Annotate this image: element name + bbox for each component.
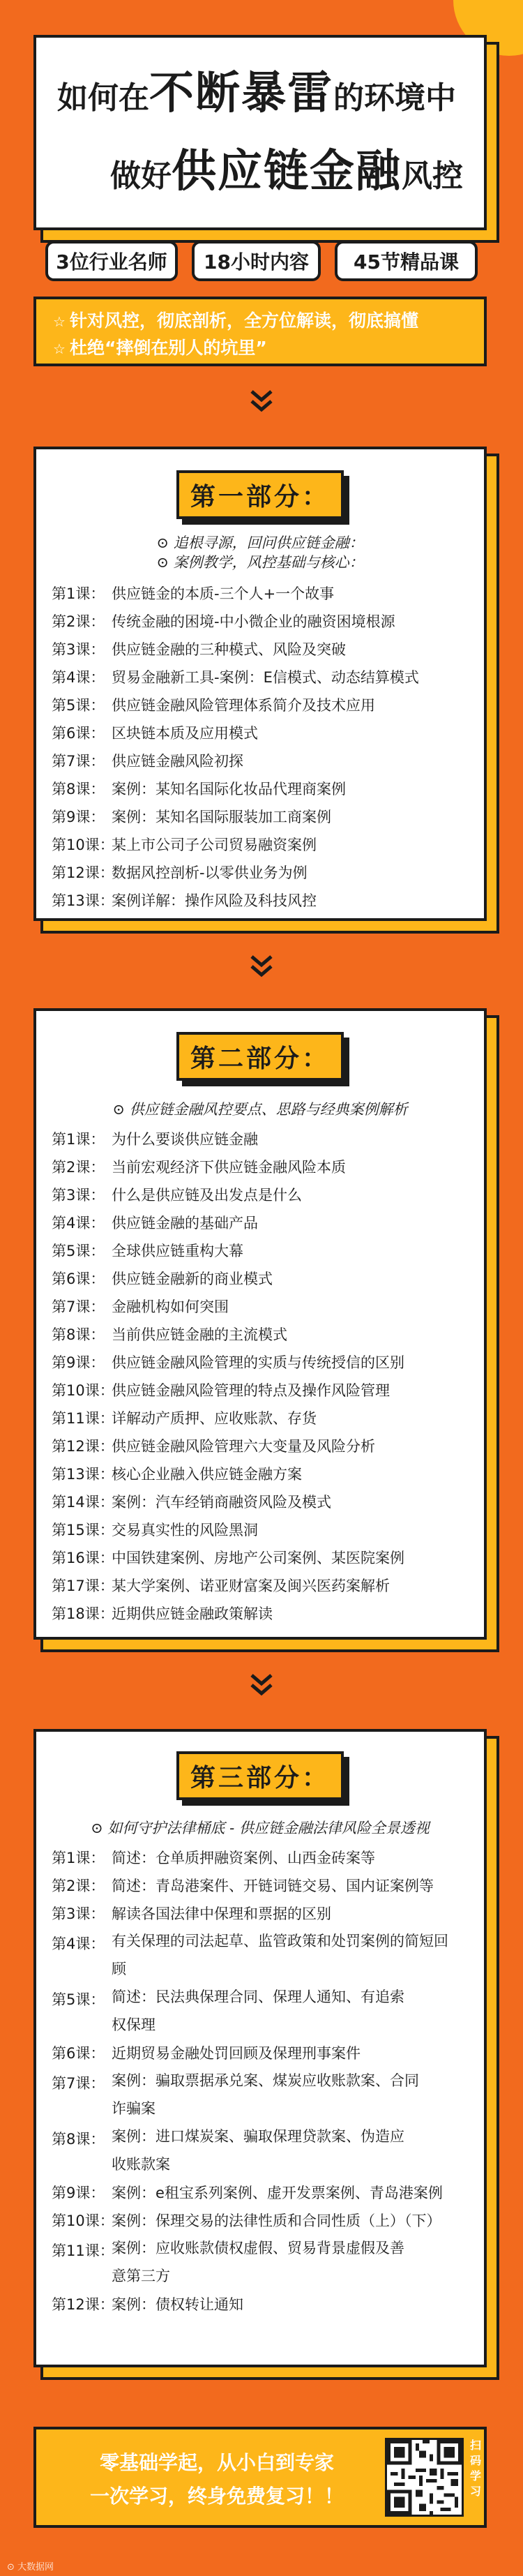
lesson-item: 第9课： 供应链金融风险管理的实质与传统授信的区别 (52, 1354, 404, 1371)
lesson-item: 第10课： 案例：保理交易的法律性质和合同性质（上）（下） (52, 2212, 441, 2229)
star-icon: ☆ (53, 313, 66, 330)
lesson-item: 第7课： 金融机构如何突围 (52, 1298, 229, 1315)
part-3-subtitle: ⊙ 如何守护法律桶底 - 供应链金融法律风险全景透视 (91, 1820, 430, 1836)
lesson-item: 第1课： 供应链金的本质-三个人+一个故事 (52, 585, 335, 602)
lesson-item: 第8课： 案例：某知名国际化妆品代理商案例 (52, 781, 346, 797)
part-1-subtitle: ⊙ 追根寻源，回问供应链金融： (156, 534, 364, 551)
lesson-item: 第6课： 近期贸易金融处罚回顾及保理刑事案件 (52, 2045, 361, 2062)
part-3-lesson-list (52, 1843, 474, 2318)
lesson-item: 第4课： 有关保理的司法起草、监管政策和处罚案例的简短回顾 (52, 1933, 448, 1977)
lesson-item: 第17课： 某大学案例、诺亚财富案及闽兴医药案解析 (52, 1578, 390, 1594)
lesson-item: 第15课： 交易真实性的风险黑洞 (52, 1522, 258, 1538)
lesson-item: 第16课： 中国铁建案例、房地产公司案例、某医院案例 (52, 1550, 404, 1566)
lesson-item: 第8课： 案例：进口煤炭案、骗取保理贷款案、伪造应收账款案 (52, 2128, 404, 2173)
lesson-item: 第2课： 当前宏观经济下供应链金融风险本质 (52, 1159, 346, 1176)
part-1-subtitle: ⊙ 案例教学，风控基础与核心： (156, 554, 364, 571)
lesson-item: 第11课： 详解动产质押、应收账款、存货 (52, 1410, 317, 1427)
lesson-item: 第4课： 贸易金融新工具-案例：E信模式、动态结算模式 (52, 669, 419, 686)
lesson-item: 第12课： 供应链金融风险管理六大变量及风险分析 (52, 1438, 375, 1455)
part-1-lesson-list (52, 579, 474, 914)
lesson-item: 第1课： 简述：仓单质押融资案例、山西金砖案等 (52, 1850, 375, 1866)
part-3-card (33, 1729, 487, 2367)
part-2-lesson-list (52, 1125, 474, 1627)
badge-hours: 18小时内容 (192, 241, 321, 281)
lesson-item: 第9课： 案例：e租宝系列案例、虚开发票案例、青岛港案例 (52, 2185, 443, 2201)
lesson-item: 第10课： 某上市公司子公司贸易融资案例 (52, 837, 317, 853)
intro-box: ☆ 针对风控，彻底剖析，全方位解读，彻底搞懂 ☆ 杜绝“摔倒在别人的坑里” (33, 297, 487, 366)
footer-cta (33, 2427, 487, 2528)
scan-label: 扫码学习 (469, 2439, 481, 2498)
title-line-2: 做好供应链金融风控 (110, 146, 463, 197)
chevron-down-icon (248, 1671, 275, 1699)
title-line-1: 如何在不断暴雷的环境中 (57, 68, 456, 119)
lesson-item: 第4课： 供应链金融的基础产品 (52, 1215, 258, 1231)
lesson-item: 第3课： 解读各国法律中保理和票据的区别 (52, 1905, 331, 1922)
star-icon: ☆ (53, 340, 66, 357)
part-2-card (33, 1008, 487, 1640)
lesson-item: 第12课： 数据风控剖析-以零供业务为例 (52, 864, 308, 881)
title-card (33, 35, 487, 230)
lesson-item: 第11课： 案例：应收账款债权虚假、贸易背景虚假及善意第三方 (52, 2240, 404, 2284)
lesson-item: 第2课： 简述：青岛港案件、开链词链交易、国内证案例等 (52, 1878, 434, 1894)
lesson-item: 第14课： 案例：汽车经销商融资风险及模式 (52, 1494, 331, 1511)
lesson-item: 第7课： 供应链金融风险初探 (52, 753, 243, 770)
lesson-item: 第13课： 案例详解：操作风险及科技风控 (52, 892, 317, 909)
lesson-item: 第12课： 案例：债权转让通知 (52, 2296, 243, 2313)
lesson-item: 第5课： 供应链金融风险管理体系简介及技术应用 (52, 697, 375, 714)
lesson-item: 第7课： 案例：骗取票据承兑案、煤炭应收账款案、合同诈骗案 (52, 2072, 419, 2117)
chevron-down-icon (248, 952, 275, 980)
part-1-card (33, 447, 487, 921)
lesson-item: 第5课： 简述：民法典保理合同、保理人通知、有追索权保理 (52, 1989, 404, 2033)
lesson-item: 第6课： 供应链金融新的商业模式 (52, 1271, 273, 1287)
lesson-item: 第3课： 供应链金融的三种模式、风险及突破 (52, 641, 346, 658)
lesson-item: 第5课： 全球供应链重构大幕 (52, 1243, 243, 1259)
lesson-item: 第10课： 供应链金融风险管理的特点及操作风险管理 (52, 1382, 390, 1399)
badge-lessons: 45节精品课 (335, 241, 478, 281)
lesson-item: 第3课： 什么是供应链及出发点是什么 (52, 1187, 302, 1204)
footer-line-2: 一次学习，终身免费复习！！ (89, 2485, 344, 2508)
footer-line-1: 零基础学起，从小白到专家 (99, 2451, 334, 2474)
qr-code[interactable] (385, 2438, 464, 2517)
part-2-subtitle: ⊙ 供应链金融风控要点、思路与经典案例解析 (112, 1101, 408, 1118)
part-2-title: 第二部分： (176, 1032, 344, 1081)
lesson-item: 第6课： 区块链本质及应用模式 (52, 725, 258, 742)
chevron-down-icon (248, 387, 275, 415)
badge-teachers: 3位行业名师 (45, 241, 178, 281)
lesson-item: 第13课： 核心企业融入供应链金融方案 (52, 1466, 302, 1483)
lesson-item: 第18课： 近期供应链金融政策解读 (52, 1605, 273, 1622)
watermark: ⊙ 大数据网 (7, 2562, 54, 2573)
lesson-item: 第1课： 为什么要谈供应链金融 (52, 1131, 258, 1148)
lesson-item: 第2课： 传统金融的困境-中小微企业的融资困境根源 (52, 613, 395, 630)
part-1-title: 第一部分： (176, 470, 344, 519)
lesson-item: 第8课： 当前供应链金融的主流模式 (52, 1326, 287, 1343)
lesson-item: 第9课： 案例：某知名国际服装加工商案例 (52, 809, 331, 825)
part-3-title: 第三部分： (176, 1751, 344, 1800)
